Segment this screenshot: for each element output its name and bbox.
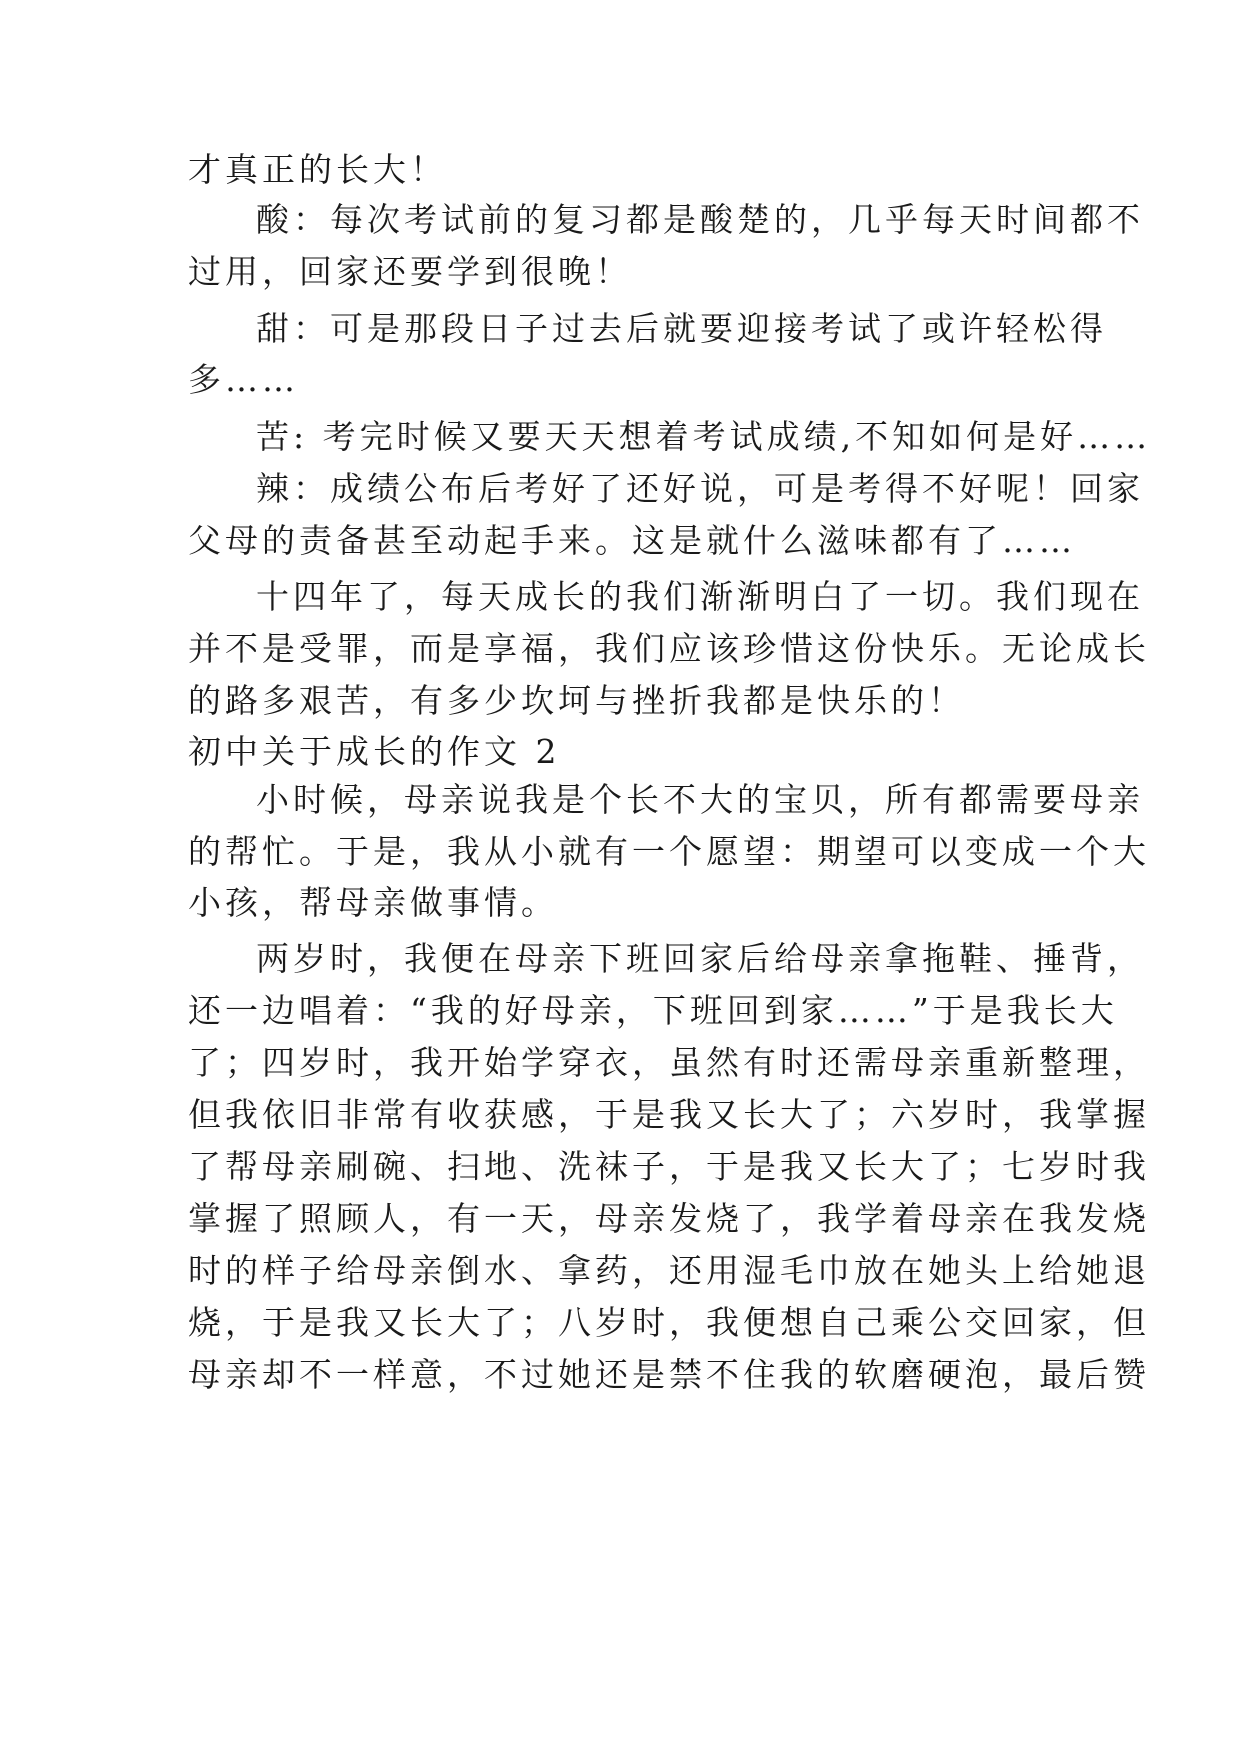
paragraph-sour: 酸：每次考试前的复习都是酸楚的，几乎每天时间都不 (256, 200, 1144, 239)
text-line: 掌握了照顾人，有一天，母亲发烧了，我学着母亲在我发烧 (188, 1199, 1150, 1238)
text-line: 才真正的长大！ (188, 150, 447, 189)
text-line: 时的样子给母亲倒水、拿药，还用湿毛巾放在她头上给她退 (188, 1251, 1150, 1290)
text-line: 小孩，帮母亲做事情。 (188, 883, 558, 922)
text-line: 过用，回家还要学到很晚！ (188, 252, 632, 291)
text-line: 了帮母亲刷碗、扫地、洗袜子，于是我又长大了；七岁时我 (188, 1147, 1150, 1186)
paragraph-spicy: 辣：成绩公布后考好了还好说，可是考得不好呢！回家 (256, 469, 1144, 508)
text-line: 的路多艰苦，有多少坎坷与挫折我都是快乐的！ (188, 681, 965, 720)
text-line: 烧，于是我又长大了；八岁时，我便想自己乘公交回家，但 (188, 1303, 1150, 1342)
text-line: 父母的责备甚至动起手来。这是就什么滋味都有了…… (188, 521, 1076, 560)
paragraph-childhood: 小时候，母亲说我是个长不大的宝贝，所有都需要母亲 (256, 780, 1144, 819)
text-line: 并不是受罪，而是享福，我们应该珍惜这份快乐。无论成长 (188, 629, 1150, 668)
paragraph-bitter: 苦: 考完时候又要天天想着考试成绩,不知如何是好…… (256, 417, 1152, 456)
text-line: 了；四岁时，我开始学穿衣，虽然有时还需母亲重新整理， (188, 1043, 1150, 1082)
paragraph-sweet: 甜：可是那段日子过去后就要迎接考试了或许轻松得 (256, 309, 1107, 348)
text-line: 母亲却不一样意，不过她还是禁不住我的软磨硬泡，最后赞 (188, 1355, 1150, 1394)
paragraph-two-years-old: 两岁时，我便在母亲下班回家后给母亲拿拖鞋、捶背， (256, 939, 1144, 978)
text-line: 的帮忙。于是，我从小就有一个愿望：期望可以变成一个大 (188, 832, 1150, 871)
text-line: 还一边唱着：“我的好母亲，下班回到家……”于是我长大 (188, 991, 1118, 1030)
text-line: 多…… (188, 360, 299, 399)
essay-heading: 初中关于成长的作文 2 (188, 732, 561, 771)
text-line: 但我依旧非常有收获感，于是我又长大了；六岁时，我掌握 (188, 1095, 1150, 1134)
paragraph-fourteen-years: 十四年了，每天成长的我们渐渐明白了一切。我们现在 (256, 577, 1144, 616)
